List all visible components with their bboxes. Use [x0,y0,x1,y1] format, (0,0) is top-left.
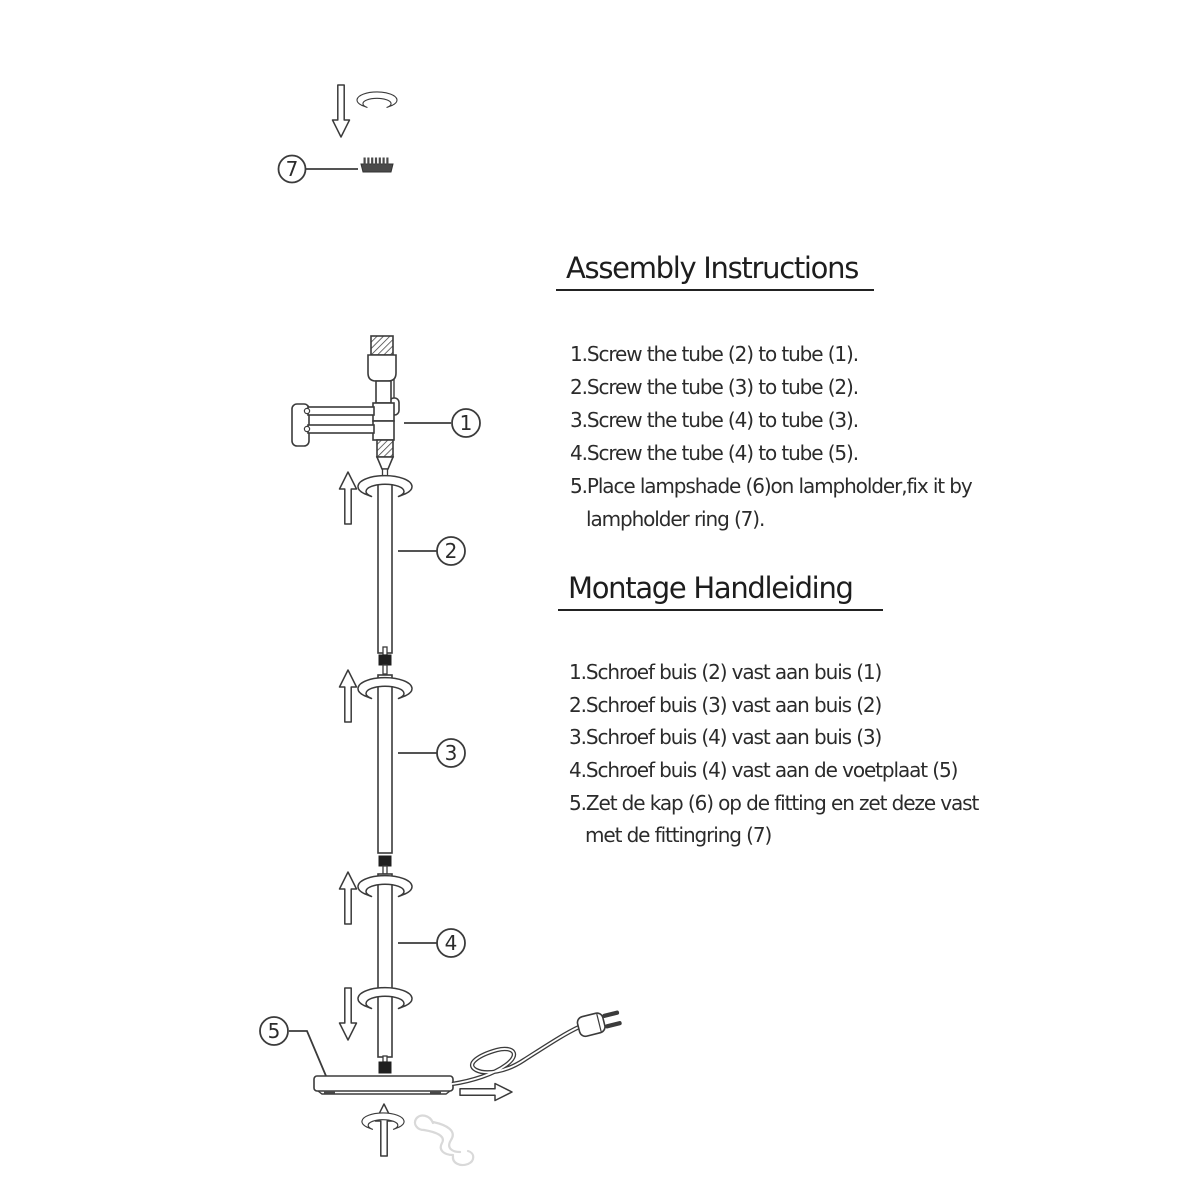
base-plate [314,1076,453,1094]
svg-text:3: 3 [444,741,458,765]
callout-7 [279,156,359,183]
lampholder-ring-part [361,158,393,173]
assembly-step: 5.Place lampshade (6)on lampholder,fix it by [570,473,972,498]
montage-step: 2.Schroef buis (3) vast aan buis (2) [569,692,882,717]
assembly-step-continuation: lampholder ring (7). [586,506,765,531]
montage-step: 4.Schroef buis (4) vast aan de voetplaat (5) [569,758,958,783]
tube-4 [358,874,412,1073]
right-arrow-icon [460,1084,512,1101]
assembly-steps-list [570,337,972,535]
svg-text:1: 1 [459,411,473,435]
down-arrow-icon [340,988,357,1040]
wrench-icon [415,1116,473,1165]
down-arrow-icon [333,85,350,137]
callout-1 [404,409,480,437]
callout-5 [260,1017,326,1076]
power-plug [576,1008,623,1038]
assembly-step: 1.Screw the tube (2) to tube (1). [570,341,859,366]
power-cord [452,1027,579,1084]
assembly-step: 2.Screw the tube (3) to tube (2). [570,374,859,399]
svg-text:7: 7 [285,157,299,181]
montage-step-continuation: met de fittingring (7) [585,823,772,848]
assembly-step: 3.Screw the tube (4) to tube (3). [570,407,859,432]
tube-2 [358,476,412,674]
assembly-step: 4.Screw the tube (4) to tube (5). [570,440,859,465]
up-arrow-icon [340,872,357,924]
up-arrow-icon [340,472,357,524]
assembly-instructions-title: Assembly Instructions [556,254,874,291]
svg-text:2: 2 [444,539,458,563]
rotation-icon [357,92,397,107]
montage-handleiding-title: Montage Handleiding [558,574,883,611]
bottom-up-arrow-icon [376,1104,393,1156]
montage-steps-list [569,656,978,852]
svg-text:4: 4 [444,931,458,955]
montage-step: 1.Schroef buis (2) vast aan buis (1) [569,660,882,685]
swing-arm [292,404,374,446]
callout-4 [398,929,465,957]
callout-3 [398,739,465,767]
svg-text:5: 5 [267,1019,281,1043]
callout-2 [398,537,465,565]
montage-step: 5.Zet de kap (6) op de fitting en zet deze vast [569,790,979,815]
montage-step: 3.Schroef buis (4) vast aan buis (3) [569,725,882,750]
tube-3 [358,675,412,874]
up-arrow-icon [340,670,357,722]
